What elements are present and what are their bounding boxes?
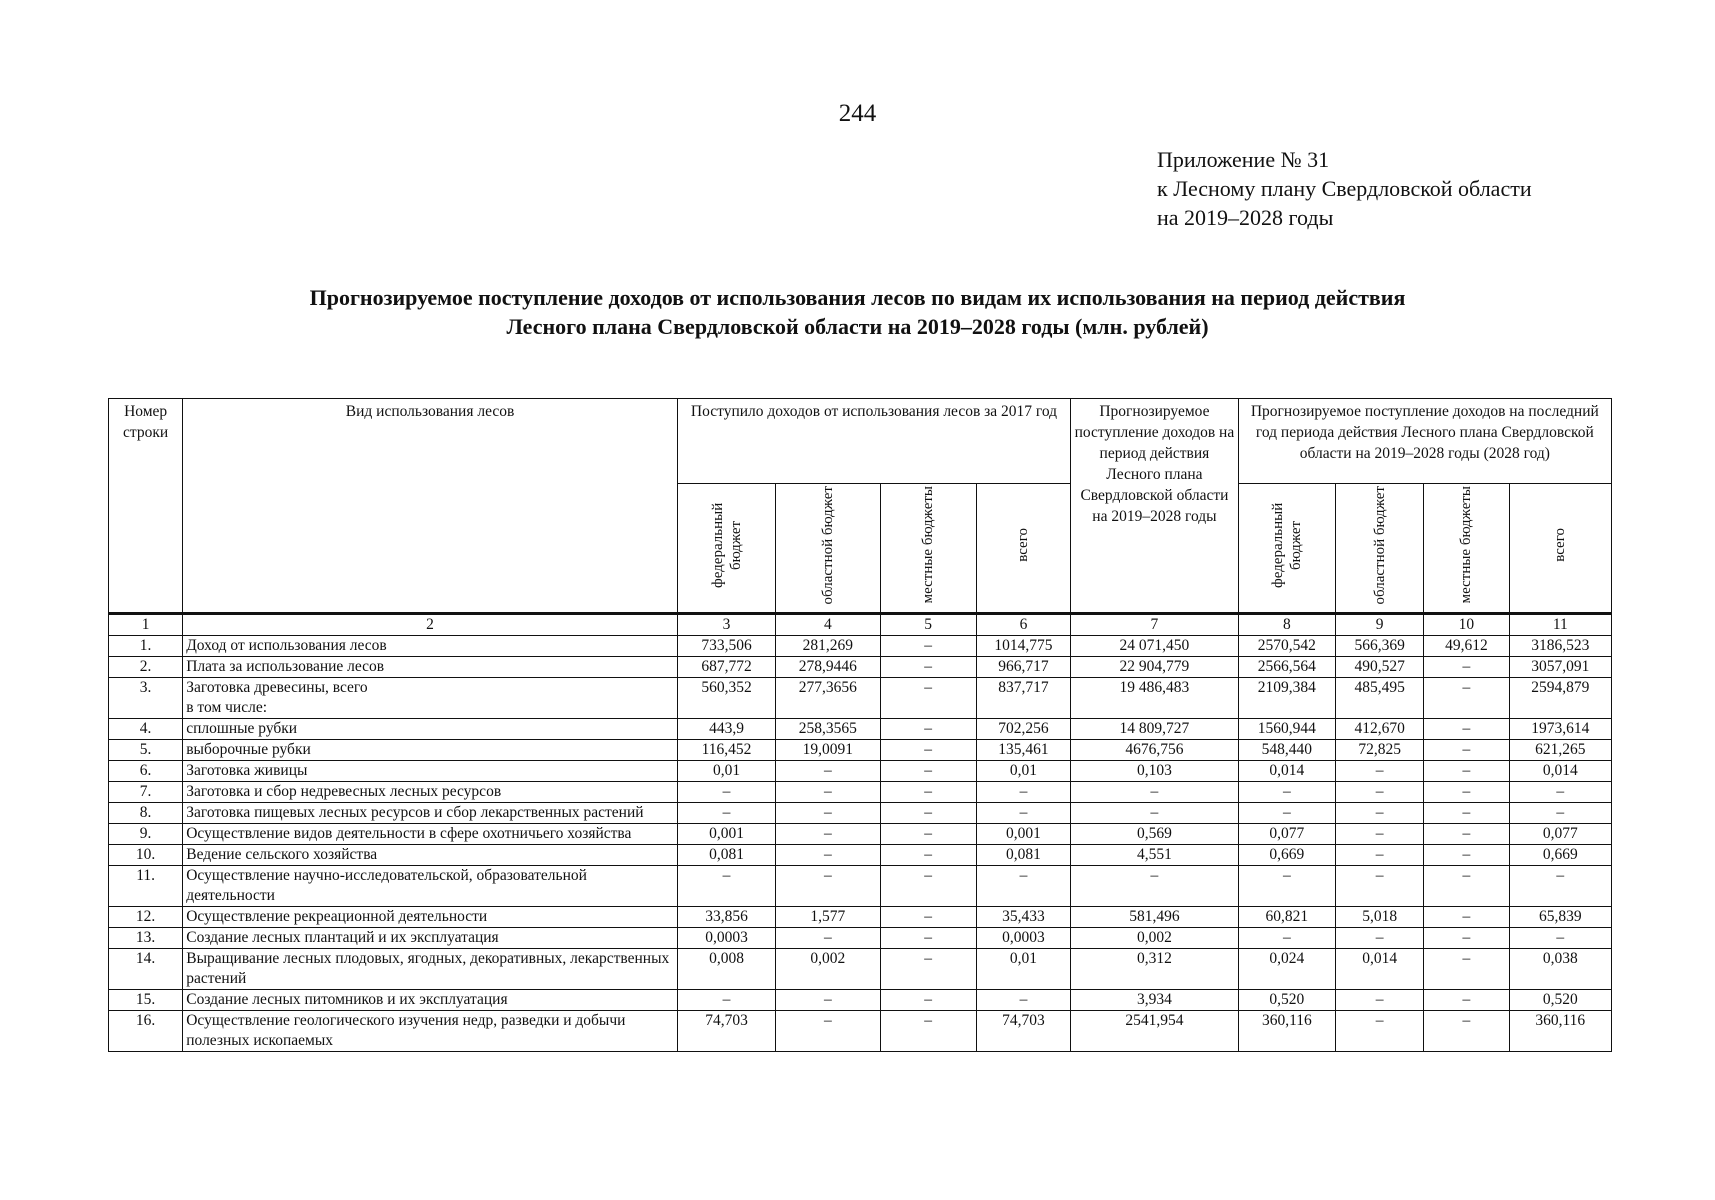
regional-2028-cell: 72,825 — [1336, 740, 1424, 761]
total-2017-cell: – — [976, 803, 1070, 824]
header-federal-2017-label: федеральный бюджет — [709, 502, 744, 588]
header-regional-2017-label: областной бюджет — [819, 485, 836, 605]
regional-2017-cell: 277,3656 — [776, 678, 880, 719]
federal-2028-cell: 548,440 — [1238, 740, 1335, 761]
federal-2017-cell: 116,452 — [677, 740, 775, 761]
table-row — [109, 928, 1612, 949]
local-2028-cell: – — [1424, 761, 1509, 782]
local-2028-cell: – — [1424, 928, 1509, 949]
regional-2017-cell: 258,3565 — [776, 719, 880, 740]
regional-2028-cell: – — [1336, 845, 1424, 866]
total-2017-cell: 837,717 — [976, 678, 1070, 719]
local-2028-cell: – — [1424, 678, 1509, 719]
forecast-period-cell: 22 904,779 — [1071, 657, 1239, 678]
local-2017-cell: – — [880, 928, 976, 949]
total-2017-cell: 0,081 — [976, 845, 1070, 866]
total-2028-cell: 3186,523 — [1509, 636, 1611, 657]
local-2028-cell: – — [1424, 657, 1509, 678]
federal-2017-cell: 0,081 — [677, 845, 775, 866]
local-2017-cell: – — [880, 782, 976, 803]
federal-2017-cell: – — [677, 803, 775, 824]
regional-2017-cell: 1,577 — [776, 907, 880, 928]
federal-2028-cell: – — [1238, 803, 1335, 824]
federal-2028-cell: – — [1238, 866, 1335, 907]
header-federal-2028 — [1238, 484, 1335, 614]
header-local-2028 — [1424, 484, 1509, 614]
local-2028-cell: – — [1424, 949, 1509, 990]
forecast-period-cell: 0,002 — [1071, 928, 1239, 949]
federal-2017-cell: 733,506 — [677, 636, 775, 657]
row-number-cell: 5. — [109, 740, 183, 761]
local-2017-cell: – — [880, 1011, 976, 1052]
header-local-2017-label: местные бюджеты — [920, 486, 937, 604]
total-2017-cell: 135,461 — [976, 740, 1070, 761]
usage-type-cell: Выращивание лесных плодовых, ягодных, декоративных, лекарственных растений — [183, 949, 678, 990]
page-number: 244 — [838, 100, 877, 127]
row-number-cell: 12. — [109, 907, 183, 928]
header-row-1 — [109, 399, 1612, 484]
local-2028-cell: – — [1424, 907, 1509, 928]
title-line-1: Прогнозируемое поступление доходов от использования лесов по видам их использования на период действия — [309, 285, 1406, 310]
local-2028-cell: – — [1424, 845, 1509, 866]
total-2028-cell: 0,520 — [1509, 990, 1611, 1011]
total-2017-cell: – — [976, 866, 1070, 907]
total-2028-cell: – — [1509, 782, 1611, 803]
total-2028-cell: 1973,614 — [1509, 719, 1611, 740]
column-number: 7 — [1071, 614, 1239, 636]
federal-2017-cell: 687,772 — [677, 657, 775, 678]
usage-type-cell: Доход от использования лесов — [183, 636, 678, 657]
federal-2017-cell: – — [677, 782, 775, 803]
table-row — [109, 678, 1612, 719]
forecast-period-cell: 19 486,483 — [1071, 678, 1239, 719]
header-received-2017: Поступило доходов от использования лесов за 2017 год — [677, 399, 1070, 484]
local-2028-cell: – — [1424, 740, 1509, 761]
federal-2028-cell: 60,821 — [1238, 907, 1335, 928]
row-number-cell: 10. — [109, 845, 183, 866]
local-2017-cell: – — [880, 907, 976, 928]
total-2017-cell: – — [976, 990, 1070, 1011]
forecast-period-cell: – — [1071, 803, 1239, 824]
local-2017-cell: – — [880, 824, 976, 845]
forecast-period-cell: 0,569 — [1071, 824, 1239, 845]
federal-2028-cell: 0,077 — [1238, 824, 1335, 845]
table-row — [109, 782, 1612, 803]
document-title — [0, 283, 1715, 341]
regional-2028-cell: 490,527 — [1336, 657, 1424, 678]
total-2028-cell: – — [1509, 866, 1611, 907]
regional-2028-cell: – — [1336, 761, 1424, 782]
usage-type-cell: Осуществление рекреационной деятельности — [183, 907, 678, 928]
regional-2017-cell: – — [776, 803, 880, 824]
local-2017-cell: – — [880, 719, 976, 740]
local-2028-cell: – — [1424, 719, 1509, 740]
regional-2028-cell: – — [1336, 990, 1424, 1011]
regional-2017-cell: – — [776, 845, 880, 866]
header-regional-2017 — [776, 484, 880, 614]
row-number-cell: 13. — [109, 928, 183, 949]
regional-2028-cell: – — [1336, 803, 1424, 824]
local-2028-cell: – — [1424, 990, 1509, 1011]
regional-2017-cell: – — [776, 1011, 880, 1052]
header-total-2017 — [976, 484, 1070, 614]
header-federal-2017 — [677, 484, 775, 614]
header-forecast-2028: Прогнозируемое поступление доходов на последний год периода действия Лесного плана Свердловской области на 2019–2028 годы (2028 год) — [1238, 399, 1611, 484]
usage-type-cell: Плата за использование лесов — [183, 657, 678, 678]
local-2017-cell: – — [880, 866, 976, 907]
total-2017-cell: – — [976, 782, 1070, 803]
federal-2017-cell: 0,01 — [677, 761, 775, 782]
table-row — [109, 990, 1612, 1011]
column-number: 9 — [1336, 614, 1424, 636]
usage-type-cell: Заготовка древесины, всего в том числе: — [183, 678, 678, 719]
table-row — [109, 949, 1612, 990]
forecast-period-cell: 0,312 — [1071, 949, 1239, 990]
total-2028-cell: 0,014 — [1509, 761, 1611, 782]
federal-2017-cell: 0,001 — [677, 824, 775, 845]
total-2017-cell: 74,703 — [976, 1011, 1070, 1052]
row-number-cell: 6. — [109, 761, 183, 782]
table-row — [109, 740, 1612, 761]
regional-2028-cell: – — [1336, 1011, 1424, 1052]
total-2028-cell: 2594,879 — [1509, 678, 1611, 719]
regional-2017-cell: – — [776, 866, 880, 907]
header-total-2028-label: всего — [1552, 528, 1569, 562]
federal-2017-cell: – — [677, 990, 775, 1011]
regional-2017-cell: – — [776, 761, 880, 782]
total-2017-cell: 702,256 — [976, 719, 1070, 740]
table-row — [109, 1011, 1612, 1052]
usage-type-cell: Осуществление научно-исследовательской, образовательной деятельности — [183, 866, 678, 907]
regional-2028-cell: 0,014 — [1336, 949, 1424, 990]
row-number-cell: 14. — [109, 949, 183, 990]
total-2028-cell: – — [1509, 928, 1611, 949]
header-forecast-period: Прогнозируемое поступление доходов на период действия Лесного плана Свердловской области на 2019–2028 годы — [1071, 399, 1239, 614]
appendix-line-3: на 2019–2028 годы — [1157, 205, 1334, 230]
table-row — [109, 866, 1612, 907]
total-2017-cell: 1014,775 — [976, 636, 1070, 657]
federal-2028-cell: 0,014 — [1238, 761, 1335, 782]
total-2028-cell: 360,116 — [1509, 1011, 1611, 1052]
federal-2028-cell: 2570,542 — [1238, 636, 1335, 657]
federal-2028-cell: – — [1238, 782, 1335, 803]
total-2017-cell: 0,001 — [976, 824, 1070, 845]
local-2017-cell: – — [880, 636, 976, 657]
table-row — [109, 907, 1612, 928]
row-number-cell: 16. — [109, 1011, 183, 1052]
table-row — [109, 761, 1612, 782]
usage-type-cell: сплошные рубки — [183, 719, 678, 740]
header-regional-2028 — [1336, 484, 1424, 614]
row-number-cell: 3. — [109, 678, 183, 719]
local-2028-cell: – — [1424, 782, 1509, 803]
column-number: 6 — [976, 614, 1070, 636]
usage-type-cell: Создание лесных питомников и их эксплуатация — [183, 990, 678, 1011]
federal-2017-cell: – — [677, 866, 775, 907]
column-number: 8 — [1238, 614, 1335, 636]
federal-2028-cell: 2566,564 — [1238, 657, 1335, 678]
title-line-2: Лесного плана Свердловской области на 2019–2028 годы (млн. рублей) — [506, 314, 1209, 339]
header-federal-2028-label: федеральный бюджет — [1269, 502, 1304, 588]
row-number-cell: 11. — [109, 866, 183, 907]
regional-2028-cell: 566,369 — [1336, 636, 1424, 657]
table-row — [109, 824, 1612, 845]
local-2028-cell: 49,612 — [1424, 636, 1509, 657]
table-row — [109, 803, 1612, 824]
column-number: 2 — [183, 614, 678, 636]
total-2028-cell: 0,038 — [1509, 949, 1611, 990]
total-2028-cell: 65,839 — [1509, 907, 1611, 928]
local-2017-cell: – — [880, 740, 976, 761]
federal-2028-cell: 2109,384 — [1238, 678, 1335, 719]
total-2017-cell: 0,01 — [976, 949, 1070, 990]
regional-2028-cell: – — [1336, 782, 1424, 803]
regional-2017-cell: 278,9446 — [776, 657, 880, 678]
column-number: 1 — [109, 614, 183, 636]
forecast-period-cell: – — [1071, 866, 1239, 907]
total-2028-cell: – — [1509, 803, 1611, 824]
local-2017-cell: – — [880, 990, 976, 1011]
column-number: 11 — [1509, 614, 1611, 636]
row-number-cell: 8. — [109, 803, 183, 824]
local-2028-cell: – — [1424, 1011, 1509, 1052]
table-row — [109, 636, 1612, 657]
total-2017-cell: 35,433 — [976, 907, 1070, 928]
usage-type-cell: Заготовка и сбор недревесных лесных ресурсов — [183, 782, 678, 803]
forecast-period-cell: 581,496 — [1071, 907, 1239, 928]
row-number-cell: 7. — [109, 782, 183, 803]
forecast-period-cell: 3,934 — [1071, 990, 1239, 1011]
forecast-period-cell: 4676,756 — [1071, 740, 1239, 761]
appendix-note — [1157, 145, 1532, 232]
header-local-2028-label: местные бюджеты — [1458, 486, 1475, 604]
regional-2017-cell: 281,269 — [776, 636, 880, 657]
regional-2028-cell: 485,495 — [1336, 678, 1424, 719]
regional-2028-cell: 412,670 — [1336, 719, 1424, 740]
regional-2017-cell: – — [776, 782, 880, 803]
column-number: 3 — [677, 614, 775, 636]
column-number-row — [109, 614, 1612, 636]
regional-2017-cell: – — [776, 928, 880, 949]
regional-2017-cell: – — [776, 824, 880, 845]
usage-type-cell: Осуществление геологического изучения недр, разведки и добычи полезных ископаемых — [183, 1011, 678, 1052]
header-total-2028 — [1509, 484, 1611, 614]
federal-2028-cell: 0,520 — [1238, 990, 1335, 1011]
appendix-line-2: к Лесному плану Свердловской области — [1157, 176, 1532, 201]
table-row — [109, 845, 1612, 866]
local-2017-cell: – — [880, 678, 976, 719]
total-2028-cell: 621,265 — [1509, 740, 1611, 761]
federal-2028-cell: 0,024 — [1238, 949, 1335, 990]
forecast-period-cell: 14 809,727 — [1071, 719, 1239, 740]
forecast-period-cell: 0,103 — [1071, 761, 1239, 782]
row-number-cell: 4. — [109, 719, 183, 740]
federal-2028-cell: 1560,944 — [1238, 719, 1335, 740]
row-number-cell: 1. — [109, 636, 183, 657]
federal-2017-cell: 0,008 — [677, 949, 775, 990]
usage-type-cell: Ведение сельского хозяйства — [183, 845, 678, 866]
header-usage-type: Вид использования лесов — [183, 399, 678, 614]
federal-2017-cell: 0,0003 — [677, 928, 775, 949]
regional-2028-cell: 5,018 — [1336, 907, 1424, 928]
total-2028-cell: 3057,091 — [1509, 657, 1611, 678]
regional-2028-cell: – — [1336, 824, 1424, 845]
table-row — [109, 719, 1612, 740]
local-2017-cell: – — [880, 761, 976, 782]
usage-type-cell: Заготовка живицы — [183, 761, 678, 782]
usage-type-cell: выборочные рубки — [183, 740, 678, 761]
forecast-period-cell: – — [1071, 782, 1239, 803]
local-2028-cell: – — [1424, 866, 1509, 907]
regional-2028-cell: – — [1336, 866, 1424, 907]
regional-2017-cell: – — [776, 990, 880, 1011]
header-regional-2028-label: областной бюджет — [1371, 485, 1388, 605]
column-number: 4 — [776, 614, 880, 636]
local-2028-cell: – — [1424, 824, 1509, 845]
regional-2028-cell: – — [1336, 928, 1424, 949]
forecast-period-cell: 4,551 — [1071, 845, 1239, 866]
local-2017-cell: – — [880, 845, 976, 866]
forecast-period-cell: 2541,954 — [1071, 1011, 1239, 1052]
total-2017-cell: 0,01 — [976, 761, 1070, 782]
total-2017-cell: 0,0003 — [976, 928, 1070, 949]
income-table — [108, 398, 1612, 1052]
local-2028-cell: – — [1424, 803, 1509, 824]
federal-2017-cell: 74,703 — [677, 1011, 775, 1052]
federal-2017-cell: 33,856 — [677, 907, 775, 928]
usage-type-cell: Заготовка пищевых лесных ресурсов и сбор лекарственных растений — [183, 803, 678, 824]
row-number-cell: 15. — [109, 990, 183, 1011]
income-table-wrapper — [108, 398, 1612, 1052]
local-2017-cell: – — [880, 657, 976, 678]
forecast-period-cell: 24 071,450 — [1071, 636, 1239, 657]
local-2017-cell: – — [880, 803, 976, 824]
total-2028-cell: 0,077 — [1509, 824, 1611, 845]
total-2017-cell: 966,717 — [976, 657, 1070, 678]
federal-2028-cell: – — [1238, 928, 1335, 949]
column-number: 10 — [1424, 614, 1509, 636]
usage-type-cell: Осуществление видов деятельности в сфере охотничьего хозяйства — [183, 824, 678, 845]
federal-2017-cell: 560,352 — [677, 678, 775, 719]
row-number-cell: 2. — [109, 657, 183, 678]
federal-2028-cell: 0,669 — [1238, 845, 1335, 866]
header-total-2017-label: всего — [1015, 528, 1032, 562]
federal-2017-cell: 443,9 — [677, 719, 775, 740]
usage-type-cell: Создание лесных плантаций и их эксплуатация — [183, 928, 678, 949]
regional-2017-cell: 19,0091 — [776, 740, 880, 761]
table-row — [109, 657, 1612, 678]
regional-2017-cell: 0,002 — [776, 949, 880, 990]
row-number-cell: 9. — [109, 824, 183, 845]
total-2028-cell: 0,669 — [1509, 845, 1611, 866]
federal-2028-cell: 360,116 — [1238, 1011, 1335, 1052]
appendix-line-1: Приложение № 31 — [1157, 147, 1330, 172]
column-number: 5 — [880, 614, 976, 636]
header-local-2017 — [880, 484, 976, 614]
local-2017-cell: – — [880, 949, 976, 990]
header-row-number: Номер строки — [109, 399, 183, 614]
